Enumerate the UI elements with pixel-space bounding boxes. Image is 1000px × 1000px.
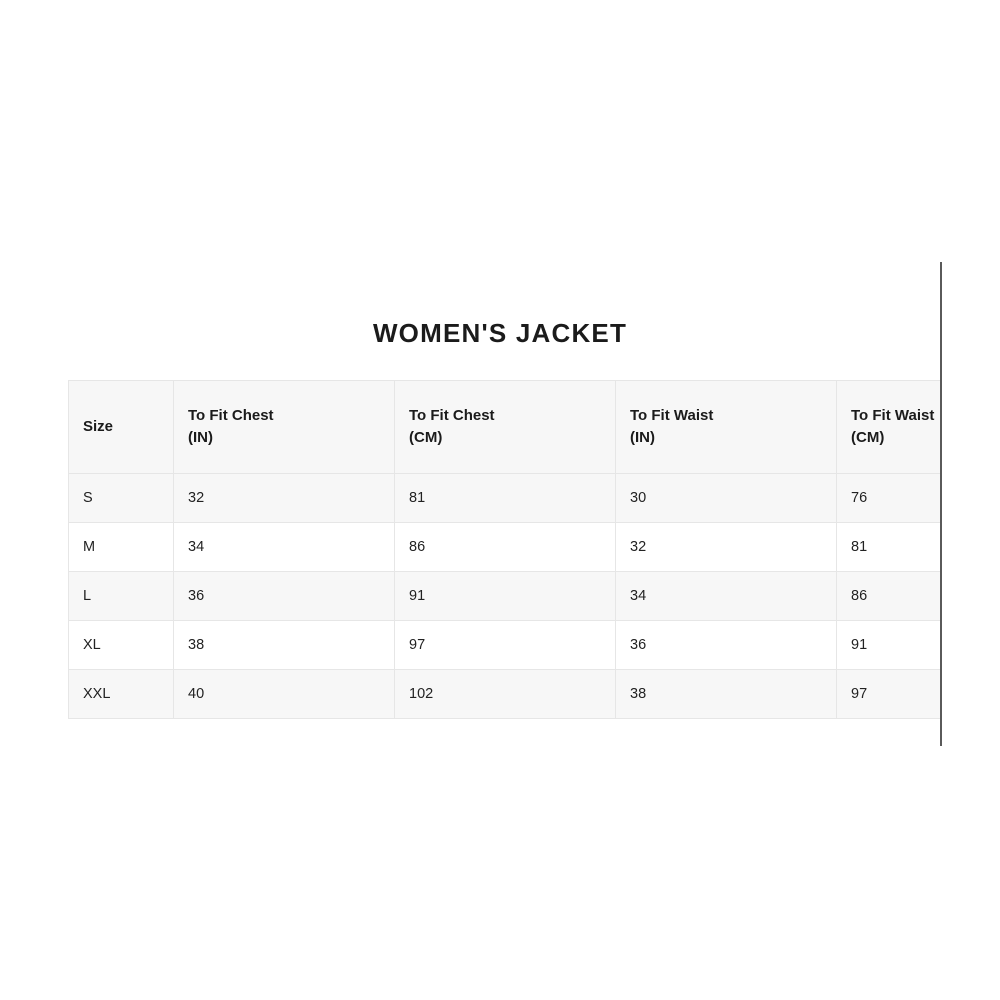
cell-chest-cm: 81 — [395, 474, 616, 523]
column-header-waist-in-label: To Fit Waist — [630, 407, 714, 425]
cell-waist-cm: 81 — [837, 523, 1000, 572]
column-header-chest-in-label: To Fit Chest — [188, 407, 274, 425]
page-title: WOMEN'S JACKET — [372, 318, 628, 348]
cell-chest-in: 34 — [174, 523, 395, 572]
table-body — [69, 474, 1000, 719]
size-chart-table — [68, 380, 1000, 719]
cell-chest-cm: 91 — [395, 572, 616, 621]
cell-size: M — [69, 523, 174, 572]
cell-chest-cm: 97 — [395, 621, 616, 670]
table-header — [69, 381, 1000, 474]
cell-chest-in: 32 — [174, 474, 395, 523]
cell-waist-in: 36 — [616, 621, 837, 670]
cell-waist-in: 34 — [616, 572, 837, 621]
cell-waist-cm: 97 — [837, 670, 1000, 719]
column-header-chest-in-unit: (IN) — [188, 429, 213, 446]
cell-chest-in: 40 — [174, 670, 395, 719]
cell-size: XL — [69, 621, 174, 670]
column-header-chest-in — [174, 381, 395, 474]
cell-size: XXL — [69, 670, 174, 719]
table-row — [69, 621, 1000, 670]
table-header-row — [69, 381, 1000, 474]
adjacent-panel-edge — [940, 262, 1000, 746]
table-row — [69, 474, 1000, 523]
cell-size: L — [69, 572, 174, 621]
table-row — [69, 572, 1000, 621]
cell-chest-in: 38 — [174, 621, 395, 670]
cell-chest-in: 36 — [174, 572, 395, 621]
cell-waist-in: 32 — [616, 523, 837, 572]
cell-size: S — [69, 474, 174, 523]
column-header-chest-cm — [395, 381, 616, 474]
column-header-chest-cm-unit: (CM) — [409, 429, 443, 446]
column-header-waist-in-unit: (IN) — [630, 429, 655, 446]
column-header-chest-cm-label: To Fit Chest — [409, 407, 495, 425]
cell-waist-in: 38 — [616, 670, 837, 719]
size-chart-container — [68, 380, 935, 719]
table-row — [69, 523, 1000, 572]
cell-waist-cm: 86 — [837, 572, 1000, 621]
column-header-waist-in — [616, 381, 837, 474]
table-row — [69, 670, 1000, 719]
cell-chest-cm: 86 — [395, 523, 616, 572]
column-header-size-label: Size — [83, 418, 114, 436]
column-header-waist-cm-unit: (CM) — [851, 429, 885, 446]
cell-waist-in: 30 — [616, 474, 837, 523]
cell-waist-cm: 76 — [837, 474, 1000, 523]
column-header-waist-cm-label: To Fit Waist — [851, 407, 935, 425]
cell-waist-cm: 91 — [837, 621, 1000, 670]
cell-chest-cm: 102 — [395, 670, 616, 719]
column-header-size — [69, 381, 174, 474]
